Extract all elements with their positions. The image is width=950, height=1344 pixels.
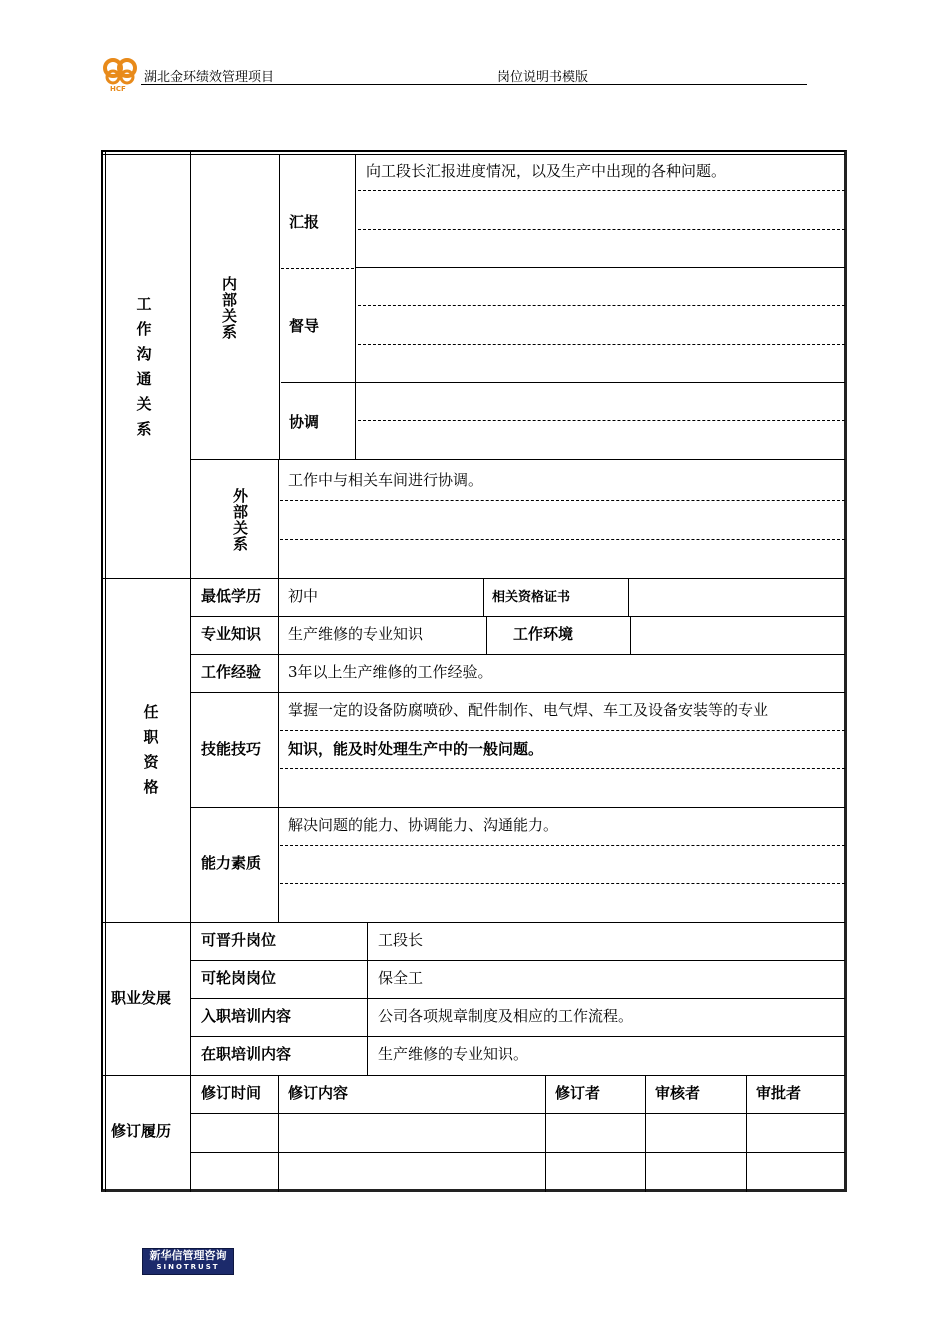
internal-label: 内部关系 <box>220 276 238 340</box>
ability-label: 能力素质 <box>201 854 262 872</box>
communication-title: 工 作 沟 通 关 系 <box>136 295 152 438</box>
career-row-label: 入职培训内容 <box>201 1007 292 1025</box>
row-rule <box>191 960 845 961</box>
knowledge-label: 专业知识 <box>201 625 262 643</box>
column-divider <box>645 1075 646 1192</box>
writing-line <box>280 768 845 769</box>
cell-divider <box>486 616 487 654</box>
column-header: 审核者 <box>655 1084 701 1102</box>
career-row-label: 可轮岗岗位 <box>201 969 277 987</box>
experience-label: 工作经验 <box>201 663 262 681</box>
sinotrust-logo <box>142 1248 234 1275</box>
top-inner-rule <box>103 154 845 155</box>
report-end-rule <box>356 267 845 268</box>
doc-type: 岗位说明书模版 <box>497 70 589 85</box>
column-header: 修订时间 <box>201 1084 262 1102</box>
career-row-label: 在职培训内容 <box>201 1045 292 1063</box>
column-divider <box>545 1075 546 1192</box>
env-label: 工作环境 <box>513 625 574 643</box>
logo-line-2: SINOTRUST <box>156 1263 220 1271</box>
career-title: 职业发展 <box>111 989 172 1007</box>
column-header: 修订者 <box>555 1084 601 1102</box>
row-rule <box>191 692 845 693</box>
career-row-label: 可晋升岗位 <box>201 931 277 949</box>
external-label: 外部关系 <box>231 488 249 552</box>
supervise-label: 督导 <box>289 317 320 335</box>
cert-label: 相关资格证书 <box>492 590 571 605</box>
row-rule <box>191 654 845 655</box>
hcf-logo-icon <box>100 55 140 93</box>
row-rule <box>191 807 845 808</box>
row-rule <box>191 616 845 617</box>
career-row-value: 保全工 <box>378 969 424 987</box>
cell-divider <box>483 578 484 616</box>
writing-line <box>358 229 845 230</box>
skills-line-1: 掌握一定的设备防腐喷砂、配件制作、电气焊、车工及设备安装等的专业 <box>288 701 769 719</box>
writing-line <box>358 190 845 191</box>
qualification-label-divider <box>278 578 279 922</box>
report-label: 汇报 <box>289 213 320 231</box>
career-row-value: 工段长 <box>378 931 424 949</box>
internal-label-divider <box>279 154 280 459</box>
report-rule <box>281 268 354 269</box>
experience-value: 3年以上生产维修的工作经验。 <box>288 663 493 681</box>
skills-label: 技能技巧 <box>201 740 262 758</box>
career-row-value: 生产维修的专业知识。 <box>378 1045 529 1063</box>
career-row-value: 公司各项规章制度及相应的工作流程。 <box>378 1007 634 1025</box>
writing-line <box>358 344 845 345</box>
sublabel-divider <box>355 154 356 459</box>
row-rule <box>191 1036 845 1037</box>
section-rule-1 <box>103 578 845 579</box>
internal-external-rule <box>191 459 845 460</box>
writing-line <box>358 420 845 421</box>
writing-line <box>358 305 845 306</box>
cell-divider <box>630 616 631 654</box>
revision-title: 修订履历 <box>111 1122 172 1140</box>
qualification-title: 任 职 资 格 <box>143 703 159 796</box>
column-divider <box>746 1075 747 1192</box>
writing-line <box>280 883 845 884</box>
external-text: 工作中与相关车间进行协调。 <box>288 471 484 489</box>
ability-value: 解决问题的能力、协调能力、沟通能力。 <box>288 816 559 834</box>
supervise-end-rule <box>281 382 845 383</box>
column-divider <box>278 1075 279 1192</box>
education-label: 最低学历 <box>201 587 262 605</box>
section-rule-2 <box>103 922 845 923</box>
external-label-divider <box>278 459 279 578</box>
column-header: 审批者 <box>756 1084 802 1102</box>
coordinate-label: 协调 <box>289 413 320 431</box>
report-text: 向工段长汇报进度情况，以及生产中出现的各种问题。 <box>366 162 727 180</box>
knowledge-value: 生产维修的专业知识 <box>288 625 424 643</box>
logo-line-1: 新华信管理咨询 <box>149 1249 227 1262</box>
cell-divider <box>628 578 629 616</box>
writing-line <box>280 730 845 731</box>
inner-border <box>105 152 106 1192</box>
section-rule-3 <box>103 1075 845 1076</box>
writing-line <box>280 539 845 540</box>
writing-line <box>280 845 845 846</box>
row-rule <box>191 998 845 999</box>
writing-line <box>280 500 845 501</box>
skills-line-2: 知识，能及时处理生产中的一般问题。 <box>288 740 544 758</box>
column-header: 修订内容 <box>288 1084 349 1102</box>
header-rule <box>141 84 807 85</box>
project-name: 湖北金环绩效管理项目 <box>144 70 275 85</box>
education-value: 初中 <box>288 587 319 605</box>
logo-text: HCF <box>110 85 126 93</box>
